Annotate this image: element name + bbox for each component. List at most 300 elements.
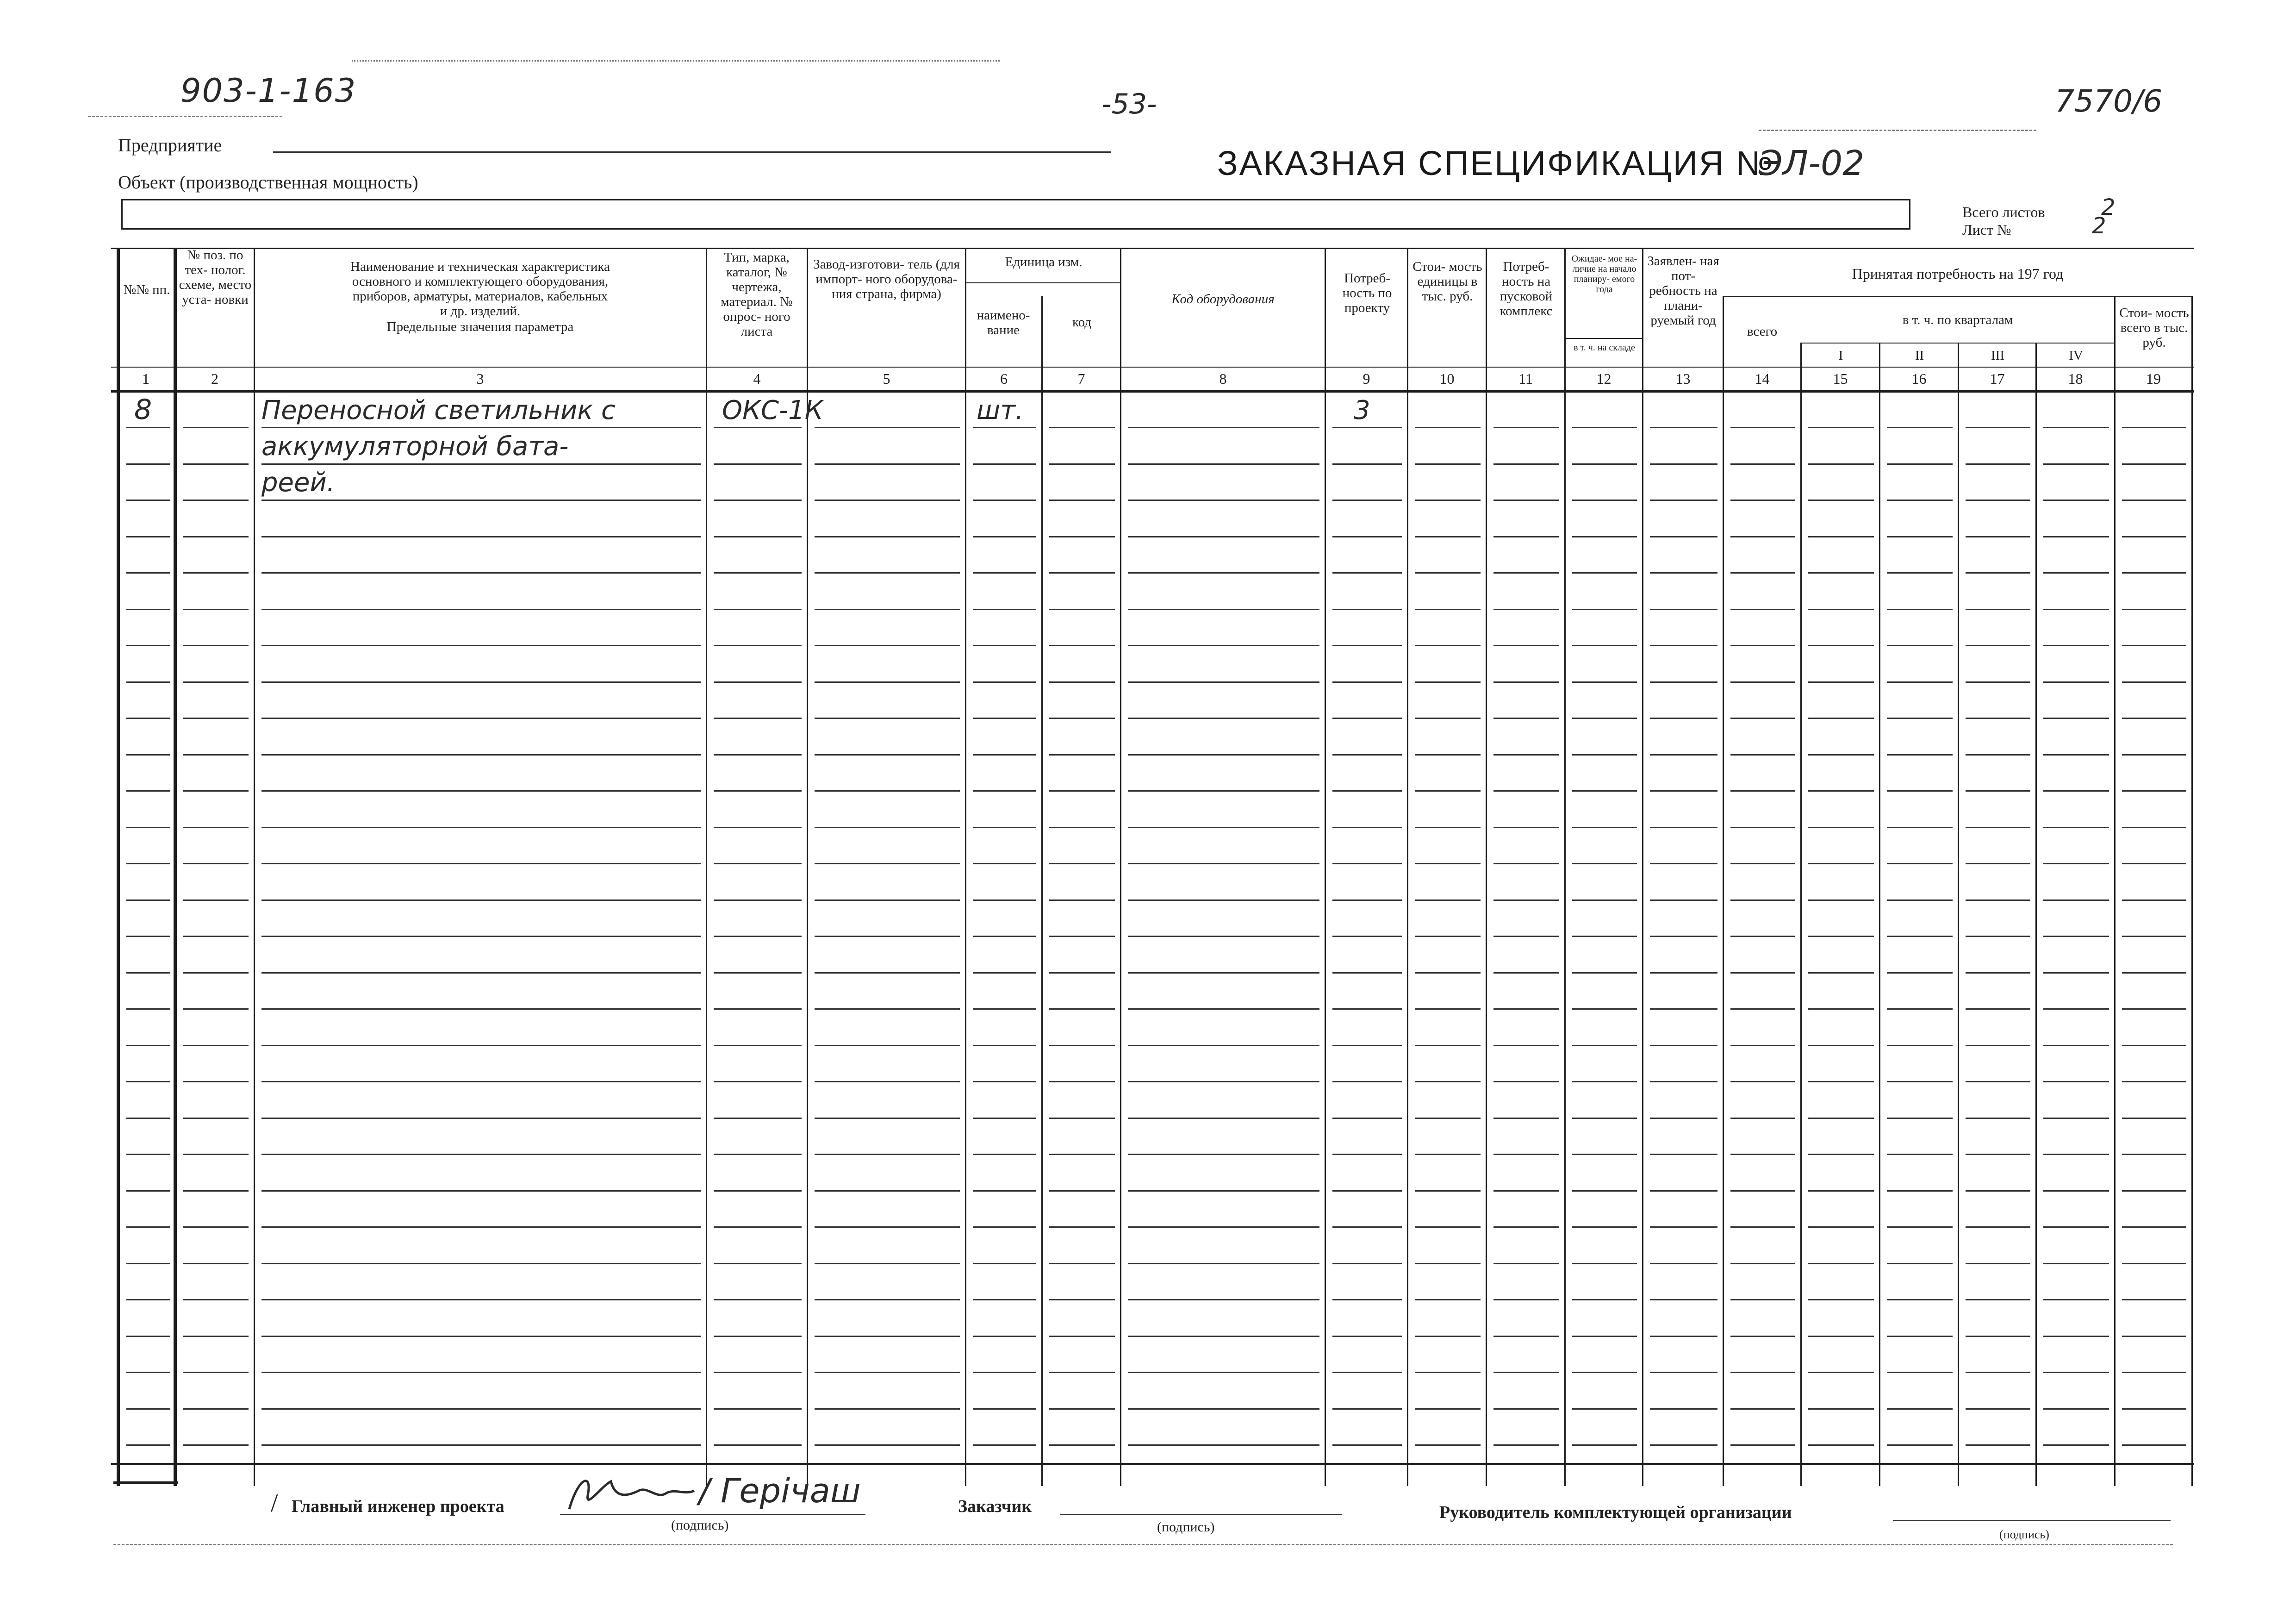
- rule-segment: [1650, 536, 1717, 537]
- rule-segment: [1650, 427, 1717, 428]
- rule-segment: [1493, 1226, 1559, 1228]
- rule-segment: [1493, 536, 1559, 537]
- rule-segment: [1049, 536, 1115, 537]
- col-line-15: [1800, 343, 1802, 1486]
- rule-segment: [1332, 463, 1402, 465]
- rule-segment: [1332, 827, 1402, 828]
- rule-segment: [973, 1045, 1036, 1046]
- rule-segment: [2122, 718, 2186, 719]
- rule-segment: [183, 754, 249, 756]
- rule-segment: [1808, 536, 1874, 537]
- top-dashed-line: [88, 116, 282, 117]
- rule-segment: [1049, 463, 1115, 465]
- rule-segment: [261, 754, 701, 756]
- rule-segment: [1128, 790, 1319, 792]
- rule-segment: [1887, 1008, 1953, 1010]
- rule-segment: [1128, 609, 1319, 610]
- rule-segment: [1966, 500, 2030, 501]
- col-num-7: 7: [1077, 370, 1085, 387]
- rule-segment: [1493, 609, 1559, 610]
- rule-segment: [1049, 790, 1115, 792]
- rule-segment: [2122, 681, 2186, 683]
- rule-segment: [261, 1408, 701, 1410]
- rule-segment: [1966, 1226, 2030, 1228]
- head-label: Руководитель комплектующей организации: [1439, 1503, 1792, 1522]
- rule-segment: [183, 972, 249, 974]
- rule-segment: [1808, 1299, 1874, 1300]
- rule-segment: [1415, 645, 1481, 646]
- rule-segment: [2043, 1299, 2109, 1300]
- rule-segment: [1493, 863, 1559, 864]
- rule-segment: [1493, 1154, 1559, 1155]
- rule-segment: [1572, 645, 1637, 646]
- rule-segment: [1730, 681, 1795, 683]
- col-header-12a: Ожидае- мое на- личие на начало планиру- емого года: [1571, 254, 1637, 294]
- col-num-19: 19: [2146, 370, 2161, 387]
- rule-segment: [261, 1081, 701, 1082]
- rule-segment: [126, 463, 170, 465]
- rule-segment: [2122, 1372, 2186, 1373]
- rule-segment: [1128, 972, 1319, 974]
- rule-segment: [1808, 1408, 1874, 1410]
- rule-segment: [1650, 1263, 1717, 1264]
- col-header-14: всего: [1747, 324, 1778, 339]
- rule-segment: [2122, 645, 2186, 646]
- rule-segment: [714, 899, 802, 901]
- rule-segment: [1730, 1081, 1795, 1082]
- rule-segment: [2122, 427, 2186, 428]
- col-num-16: 16: [1911, 370, 1927, 387]
- rule-segment: [973, 609, 1036, 610]
- rule-segment: [973, 1372, 1036, 1373]
- rule-segment: [1808, 1263, 1874, 1264]
- rule-segment: [1049, 427, 1115, 428]
- rule-segment: [2043, 1372, 2109, 1373]
- rule-segment: [126, 972, 170, 974]
- rule-segment: [261, 936, 701, 937]
- rule-segment: [126, 1444, 170, 1446]
- rule-segment: [183, 1154, 249, 1155]
- rule-segment: [714, 463, 802, 465]
- rule-segment: [1332, 863, 1402, 864]
- rule-segment: [1887, 718, 1953, 719]
- rule-segment: [126, 863, 170, 864]
- rule-segment: [1049, 754, 1115, 756]
- rule-segment: [1650, 899, 1717, 901]
- rule-segment: [2043, 1226, 2109, 1228]
- rule-segment: [1128, 1444, 1319, 1446]
- rule-segment: [1572, 1118, 1637, 1119]
- rule-segment: [1572, 1154, 1637, 1155]
- rule-segment: [1887, 936, 1953, 937]
- rule-segment: [261, 1226, 701, 1228]
- rule-segment: [1049, 718, 1115, 719]
- col-header-1: №№ пп.: [123, 282, 170, 297]
- item-name-line-2: аккумуляторной бата-: [261, 431, 569, 462]
- rule-segment: [183, 1118, 249, 1119]
- rule-segment: [1730, 899, 1795, 901]
- rule-segment: [1415, 1226, 1481, 1228]
- rule-segment: [1650, 1408, 1717, 1410]
- rule-segment: [714, 1263, 802, 1264]
- rule-segment: [1808, 718, 1874, 719]
- rule-segment: [1128, 463, 1319, 465]
- rule-segment: [2122, 1408, 2186, 1410]
- rule-segment: [1332, 1081, 1402, 1082]
- col-line-17: [1958, 343, 1959, 1486]
- rule-segment: [1808, 500, 1874, 501]
- stamp-underline: [1759, 130, 2036, 131]
- c12-split-line: [1564, 338, 1643, 339]
- rule-segment: [183, 463, 249, 465]
- rule-segment: [973, 936, 1036, 937]
- col-num-4: 4: [753, 370, 761, 387]
- rule-segment: [126, 536, 170, 537]
- rule-segment: [815, 645, 960, 646]
- rule-segment: [1730, 463, 1795, 465]
- rule-segment: [1128, 645, 1319, 646]
- rule-segment: [1887, 1154, 1953, 1155]
- rule-segment: [1966, 1372, 2030, 1373]
- rule-segment: [1415, 1299, 1481, 1300]
- rule-segment: [1415, 1336, 1481, 1337]
- rule-segment: [1332, 1190, 1402, 1192]
- rule-segment: [1128, 754, 1319, 756]
- rule-segment: [1332, 427, 1402, 428]
- rule-segment: [1415, 1045, 1481, 1046]
- rule-segment: [714, 718, 802, 719]
- col-line-10: [1407, 248, 1408, 1486]
- rule-segment: [1128, 1263, 1319, 1264]
- rule-segment: [2122, 463, 2186, 465]
- rule-segment: [714, 863, 802, 864]
- rule-segment: [1049, 1299, 1115, 1300]
- unit-group-line: [965, 282, 1120, 283]
- col-header-13: Заявлен- ная пот- ребность на плани- руемый год: [1647, 254, 1719, 328]
- rule-segment: [1332, 1372, 1402, 1373]
- rule-segment: [1808, 1372, 1874, 1373]
- spec-number: ЭЛ-02: [1759, 144, 1865, 183]
- rule-segment: [1887, 1372, 1953, 1373]
- rule-segment: [1730, 645, 1795, 646]
- rule-segment: [1966, 1045, 2030, 1046]
- rule-segment: [2122, 863, 2186, 864]
- col-line-19: [2114, 296, 2116, 1486]
- col-line-14: [1723, 296, 1724, 1486]
- rule-segment: [1650, 1118, 1717, 1119]
- rule-segment: [1049, 1444, 1115, 1446]
- rule-segment: [1650, 1372, 1717, 1373]
- rule-segment: [261, 463, 701, 465]
- rule-segment: [973, 645, 1036, 646]
- rule-segment: [1730, 1336, 1795, 1337]
- rule-segment: [126, 609, 170, 610]
- rule-segment: [815, 790, 960, 792]
- col-header-3-line-b: основного и комплектующего оборудования,: [352, 274, 609, 289]
- rule-segment: [1650, 609, 1717, 610]
- rule-segment: [1808, 1045, 1874, 1046]
- rule-segment: [815, 718, 960, 719]
- rule-segment: [1808, 1118, 1874, 1119]
- rule-segment: [1049, 972, 1115, 974]
- rule-segment: [1887, 899, 1953, 901]
- rule-segment: [1128, 1045, 1319, 1046]
- rule-segment: [1808, 1444, 1874, 1446]
- signature-caption-2: (подпись): [1157, 1519, 1215, 1535]
- rule-segment: [2043, 827, 2109, 828]
- rule-segment: [1572, 936, 1637, 937]
- rule-segment: [1650, 936, 1717, 937]
- rule-segment: [1415, 536, 1481, 537]
- rule-segment: [1730, 427, 1795, 428]
- rule-segment: [1415, 1263, 1481, 1264]
- col-line-5: [807, 248, 808, 1486]
- rule-segment: [261, 827, 701, 828]
- rule-segment: [261, 1190, 701, 1192]
- rule-segment: [1572, 899, 1637, 901]
- rule-segment: [815, 427, 960, 428]
- rule-segment: [1493, 827, 1559, 828]
- rule-segment: [1730, 1372, 1795, 1373]
- rule-segment: [183, 645, 249, 646]
- total-sheets-label: Всего листов: [1962, 204, 2045, 220]
- rule-segment: [714, 572, 802, 574]
- rule-segment: [1572, 1081, 1637, 1082]
- rule-segment: [714, 754, 802, 756]
- rule-segment: [2043, 936, 2109, 937]
- rule-segment: [1493, 1118, 1559, 1119]
- item-name-line-3: реей.: [261, 468, 335, 498]
- enterprise-line: [273, 151, 1111, 153]
- col-header-19: Стои- мость всего в тыс. руб.: [2119, 306, 2189, 350]
- rule-segment: [1966, 536, 2030, 537]
- rule-segment: [2122, 1190, 2186, 1192]
- rule-segment: [1332, 1008, 1402, 1010]
- col-line-11: [1486, 248, 1487, 1486]
- rule-segment: [261, 863, 701, 864]
- rule-segment: [1966, 1118, 2030, 1119]
- rule-segment: [1730, 1263, 1795, 1264]
- rule-segment: [1049, 936, 1115, 937]
- rule-segment: [2122, 827, 2186, 828]
- rule-segment: [1415, 1408, 1481, 1410]
- rule-segment: [1887, 536, 1953, 537]
- rule-segment: [1730, 972, 1795, 974]
- rule-segment: [1415, 609, 1481, 610]
- rule-segment: [1887, 463, 1953, 465]
- rule-segment: [1650, 1190, 1717, 1192]
- rule-segment: [1049, 500, 1115, 501]
- rule-segment: [1332, 536, 1402, 537]
- rule-segment: [1650, 1154, 1717, 1155]
- rule-segment: [1650, 500, 1717, 501]
- rule-segment: [2043, 1154, 2109, 1155]
- rule-segment: [2043, 790, 2109, 792]
- rule-segment: [1887, 572, 1953, 574]
- rule-segment: [2043, 1190, 2109, 1192]
- rule-segment: [126, 572, 170, 574]
- col-header-6: наимено- вание: [977, 308, 1030, 337]
- rule-segment: [973, 718, 1036, 719]
- rule-segment: [1887, 681, 1953, 683]
- rule-segment: [1650, 1336, 1717, 1337]
- sheet-label: Лист №: [1962, 221, 2011, 238]
- rule-segment: [1887, 427, 1953, 428]
- rule-segment: [1730, 718, 1795, 719]
- col-header-12b: в т. ч. на складе: [1574, 343, 1635, 353]
- rule-segment: [183, 536, 249, 537]
- rule-segment: [1650, 645, 1717, 646]
- col-num-6: 6: [1000, 370, 1008, 387]
- col-num-1: 1: [142, 370, 149, 387]
- col-num-8: 8: [1219, 370, 1227, 387]
- rule-segment: [1966, 1008, 2030, 1010]
- col-num-3: 3: [476, 370, 484, 387]
- rule-segment: [1887, 1336, 1953, 1337]
- rule-segment: [973, 790, 1036, 792]
- rule-segment: [815, 681, 960, 683]
- rule-segment: [815, 1336, 960, 1337]
- rule-segment: [183, 827, 249, 828]
- rule-segment: [1049, 681, 1115, 683]
- rule-segment: [1887, 972, 1953, 974]
- rule-segment: [1332, 1408, 1402, 1410]
- rule-segment: [1730, 827, 1795, 828]
- rule-segment: [2122, 1154, 2186, 1155]
- rule-segment: [2043, 1336, 2109, 1337]
- rule-segment: [126, 790, 170, 792]
- rule-segment: [1808, 827, 1874, 828]
- rule-segment: [2122, 899, 2186, 901]
- rule-segment: [1332, 1444, 1402, 1446]
- rule-segment: [183, 899, 249, 901]
- rule-segment: [1128, 899, 1319, 901]
- rule-segment: [1415, 1008, 1481, 1010]
- col-line-7: [1041, 296, 1043, 1486]
- rule-segment: [1650, 1008, 1717, 1010]
- rule-segment: [183, 1408, 249, 1410]
- rule-segment: [183, 790, 249, 792]
- rule-segment: [1332, 1118, 1402, 1119]
- rule-segment: [1332, 936, 1402, 937]
- rule-segment: [1493, 899, 1559, 901]
- col-header-8: Код оборудования: [1171, 292, 1275, 306]
- rule-segment: [1332, 1226, 1402, 1228]
- rule-segment: [1572, 1299, 1637, 1300]
- rule-segment: [1415, 463, 1481, 465]
- rule-segment: [1572, 1045, 1637, 1046]
- rule-segment: [183, 427, 249, 428]
- numbers-row-top: [111, 367, 2194, 368]
- rule-segment: [126, 500, 170, 501]
- rule-segment: [815, 463, 960, 465]
- col-num-2: 2: [211, 370, 218, 387]
- rule-segment: [1049, 827, 1115, 828]
- signature-caption-3: (подпись): [1999, 1528, 2049, 1541]
- rule-segment: [1966, 681, 2030, 683]
- rule-segment: [1650, 1226, 1717, 1228]
- col-line-1: [117, 248, 120, 1486]
- rule-segment: [1887, 1045, 1953, 1046]
- rule-segment: [1128, 1336, 1319, 1337]
- rule-segment: [183, 936, 249, 937]
- rule-segment: [815, 572, 960, 574]
- rule-segment: [1730, 1444, 1795, 1446]
- rule-segment: [2122, 790, 2186, 792]
- rule-segment: [815, 936, 960, 937]
- rule-segment: [1128, 681, 1319, 683]
- rule-segment: [126, 1008, 170, 1010]
- rule-segment: [714, 1008, 802, 1010]
- rule-segment: [1049, 1154, 1115, 1155]
- col-line-3: [254, 248, 255, 1486]
- rule-segment: [2043, 1045, 2109, 1046]
- quarter-2-header: II: [1915, 348, 1924, 363]
- rule-segment: [714, 1444, 802, 1446]
- rule-segment: [1332, 500, 1402, 501]
- rule-segment: [1572, 827, 1637, 828]
- rule-segment: [1493, 1372, 1559, 1373]
- rule-segment: [261, 1008, 701, 1010]
- rule-segment: [714, 1190, 802, 1192]
- rule-segment: [261, 1444, 701, 1446]
- rule-segment: [2122, 1336, 2186, 1337]
- chief-engineer-signature: / Герічаш: [699, 1471, 861, 1510]
- rule-segment: [815, 1372, 960, 1373]
- rule-segment: [1049, 1336, 1115, 1337]
- rule-segment: [1493, 1190, 1559, 1192]
- rule-segment: [261, 718, 701, 719]
- rule-segment: [261, 645, 701, 646]
- rule-segment: [1415, 1118, 1481, 1119]
- rule-segment: [973, 899, 1036, 901]
- rule-segment: [1049, 572, 1115, 574]
- rule-segment: [1128, 1190, 1319, 1192]
- rule-segment: [1808, 427, 1874, 428]
- rule-segment: [1572, 1190, 1637, 1192]
- rule-segment: [973, 1263, 1036, 1264]
- rule-segment: [714, 609, 802, 610]
- rule-segment: [1415, 863, 1481, 864]
- rule-segment: [1332, 754, 1402, 756]
- rule-segment: [2122, 1444, 2186, 1446]
- rule-segment: [1415, 972, 1481, 974]
- rule-segment: [1415, 827, 1481, 828]
- rule-segment: [1332, 609, 1402, 610]
- rule-segment: [126, 427, 170, 428]
- rule-segment: [126, 681, 170, 683]
- rule-segment: [815, 1081, 960, 1082]
- rule-segment: [1887, 754, 1953, 756]
- rule-segment: [183, 863, 249, 864]
- col-line-8: [1120, 248, 1121, 1486]
- col-header-5: Завод-изготови- тель (для импорт- ного оборудова- ния страна, фирма): [813, 257, 960, 301]
- rule-segment: [1887, 1118, 1953, 1119]
- rule-segment: [714, 972, 802, 974]
- rule-segment: [1887, 1081, 1953, 1082]
- rule-segment: [973, 536, 1036, 537]
- rule-segment: [1887, 609, 1953, 610]
- rule-segment: [815, 1444, 960, 1446]
- rule-segment: [1128, 936, 1319, 937]
- rule-segment: [1730, 1226, 1795, 1228]
- item-quantity: 3: [1354, 395, 1370, 425]
- rule-segment: [2043, 500, 2109, 501]
- rule-segment: [714, 1118, 802, 1119]
- rule-segment: [1493, 463, 1559, 465]
- rule-segment: [1493, 427, 1559, 428]
- rule-segment: [815, 1154, 960, 1155]
